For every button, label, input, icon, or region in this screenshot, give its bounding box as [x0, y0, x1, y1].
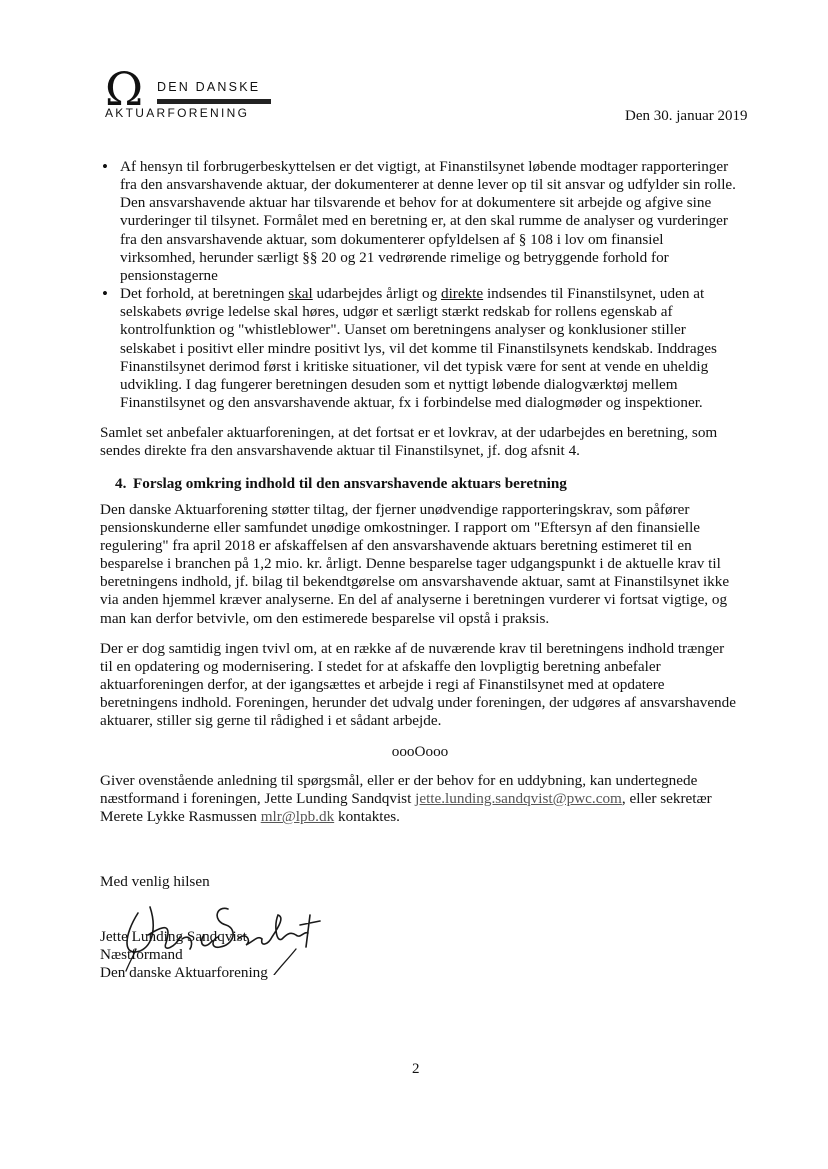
contact-text-mid: , eller sekretær Merete Lykke Rasmussen — [100, 789, 712, 825]
page-number: 2 — [412, 1061, 420, 1077]
bullet-text-post: indsendes til Finanstilsynet, uden at selskabets øvrige ledelse skal høres, udgør et særligt stærkt redskab for rollens egenskab af kontrolfunktion og "whistleblower". Uanset om beretningens analyser og konklusioner stiller selskabet i positivt eller mindre positivt lys, vil det komme til Finanstilsynets kendskab. Inddrages Finanstilsynet derimod først i kritiske situationer, vil det typisk være for sent at vende en uheldig udvikling. I dag fungerer beretningen desuden som et nyttigt løbende dialogværktøj mellem Finanstilsynet og den ansvarshavende aktuar, fx i forbindelse med dialogmøder og inspektioner. — [120, 285, 717, 412]
letter-body — [100, 158, 740, 826]
logo-text-line1: DEN DANSKE — [157, 80, 261, 94]
bullet-list — [100, 158, 740, 412]
logo-text-line2: AKTUARFORENING — [105, 106, 250, 120]
section-ornament: oooOooo — [391, 742, 449, 760]
email-link-jette[interactable]: jette.lunding.sandqvist@pwc.com — [415, 789, 622, 807]
logo-bar — [157, 99, 271, 104]
signer-name: Jette Lunding Sandqvist — [100, 928, 247, 945]
paragraph-modernisation: Der er dog samtidig ingen tvivl om, at en række af de nuværende krav til beretningens indhold trænger til en opdatering og modernisering. I stedet for at afskaffe den lovpligtig beretning anbefaler aktuarforeningen derfor, at der igangsættes et arbejde i regi af Finanstilsynet med at opdatere beretningens indhold. Foreningen, herunder det udvalg under foreningen, der udgøres af ansvarshavende aktuarer, stiller sig gerne til rådighed i et sådant arbejde. — [100, 639, 736, 730]
closing-greeting: Med venlig hilsen — [100, 873, 210, 890]
underlined-word-direkte: direkte — [440, 285, 484, 303]
contact-text-pre: Giver ovenstående anledning til spørgsmål, eller er der behov for en uddybning, kan undertegnede næstformand i foreningen, Jette Lunding Sandqvist — [100, 771, 698, 807]
paragraph-contact — [100, 772, 740, 826]
signer-title: Næstformand — [100, 946, 183, 964]
aktuarforening-logo — [105, 62, 275, 120]
bullet-text: Af hensyn til forbrugerbeskyttelsen er det vigtigt, at Finanstilsynet løbende modtager rapporteringer fra den ansvarshavende aktuar, der dokumenterer at denne lever op til sit ansvar og udfylder sin rolle. Den ansvarshavende aktuar har tilsvarende et behov for at dokumentere sit arbejde og afgive sine vurderinger til tilsynet. Formålet med en beretning er, at den skal rumme de analyser og vurderinger fra den ansvarshavende aktuar, som dokumenterer opfyldelsen af § 108 i lov om finansiel virksomhed, herunder særligt §§ 20 og 21 vedrørende rimelige og betryggende forhold for pensionstagerne — [120, 158, 736, 284]
email-link-merete[interactable]: mlr@lpb.dk — [260, 808, 335, 825]
section-number: 4. — [115, 474, 127, 492]
bullet-item-annual-report — [100, 285, 740, 412]
contact-text-post: kontaktes. — [334, 808, 400, 825]
signer-organisation: Den danske Aktuarforening — [100, 964, 268, 982]
signer-block — [100, 928, 268, 983]
bullet-text-pre: Det forhold, at beretningen — [120, 285, 289, 303]
section-heading — [100, 475, 740, 493]
paragraph-support: Den danske Aktuarforening støtter tiltag, der fjerner unødvendige rapporteringskrav, som påfører pensionskunderne eller samfundet unødige omkostninger. I rapport om "Eftersyn af den finansielle regulering" fra april 2018 er afskaffelsen af den ansvarshavende aktuars beretning estimeret til en besparelse i branchen på 1,2 mio. kr. årligt. Denne besparelse tager udgangspunkt i de aktuelle krav til beretningens indhold, jf. bilag til bekendtgørelse om ansvarshavende aktuar, samt at Finanstilsynet ikke via anden hjemmel kræver analyserne. En del af analyserne i beretningen vurderer vi fortsat vigtige, og man kan derfor betvivle, om den estimerede besparelse vil opstå i praksis. — [100, 500, 730, 627]
letter-date: Den 30. januar 2019 — [625, 108, 748, 124]
underlined-word-skal: skal — [288, 285, 313, 303]
bullet-text-mid: udarbejdes årligt og — [312, 285, 441, 303]
section-title: Forslag omkring indhold til den ansvarshavende aktuars beretning — [133, 474, 567, 492]
bullet-item-consumer-protection — [100, 158, 740, 285]
omega-logo-icon: Ω — [105, 62, 144, 116]
paragraph-summary: Samlet set anbefaler aktuarforeningen, at det fortsat er et lovkrav, at der udarbejdes en beretning, som sendes direkte fra den ansvarshavende aktuar til Finanstilsynet, jf. dog afsnit 4. — [100, 424, 718, 460]
